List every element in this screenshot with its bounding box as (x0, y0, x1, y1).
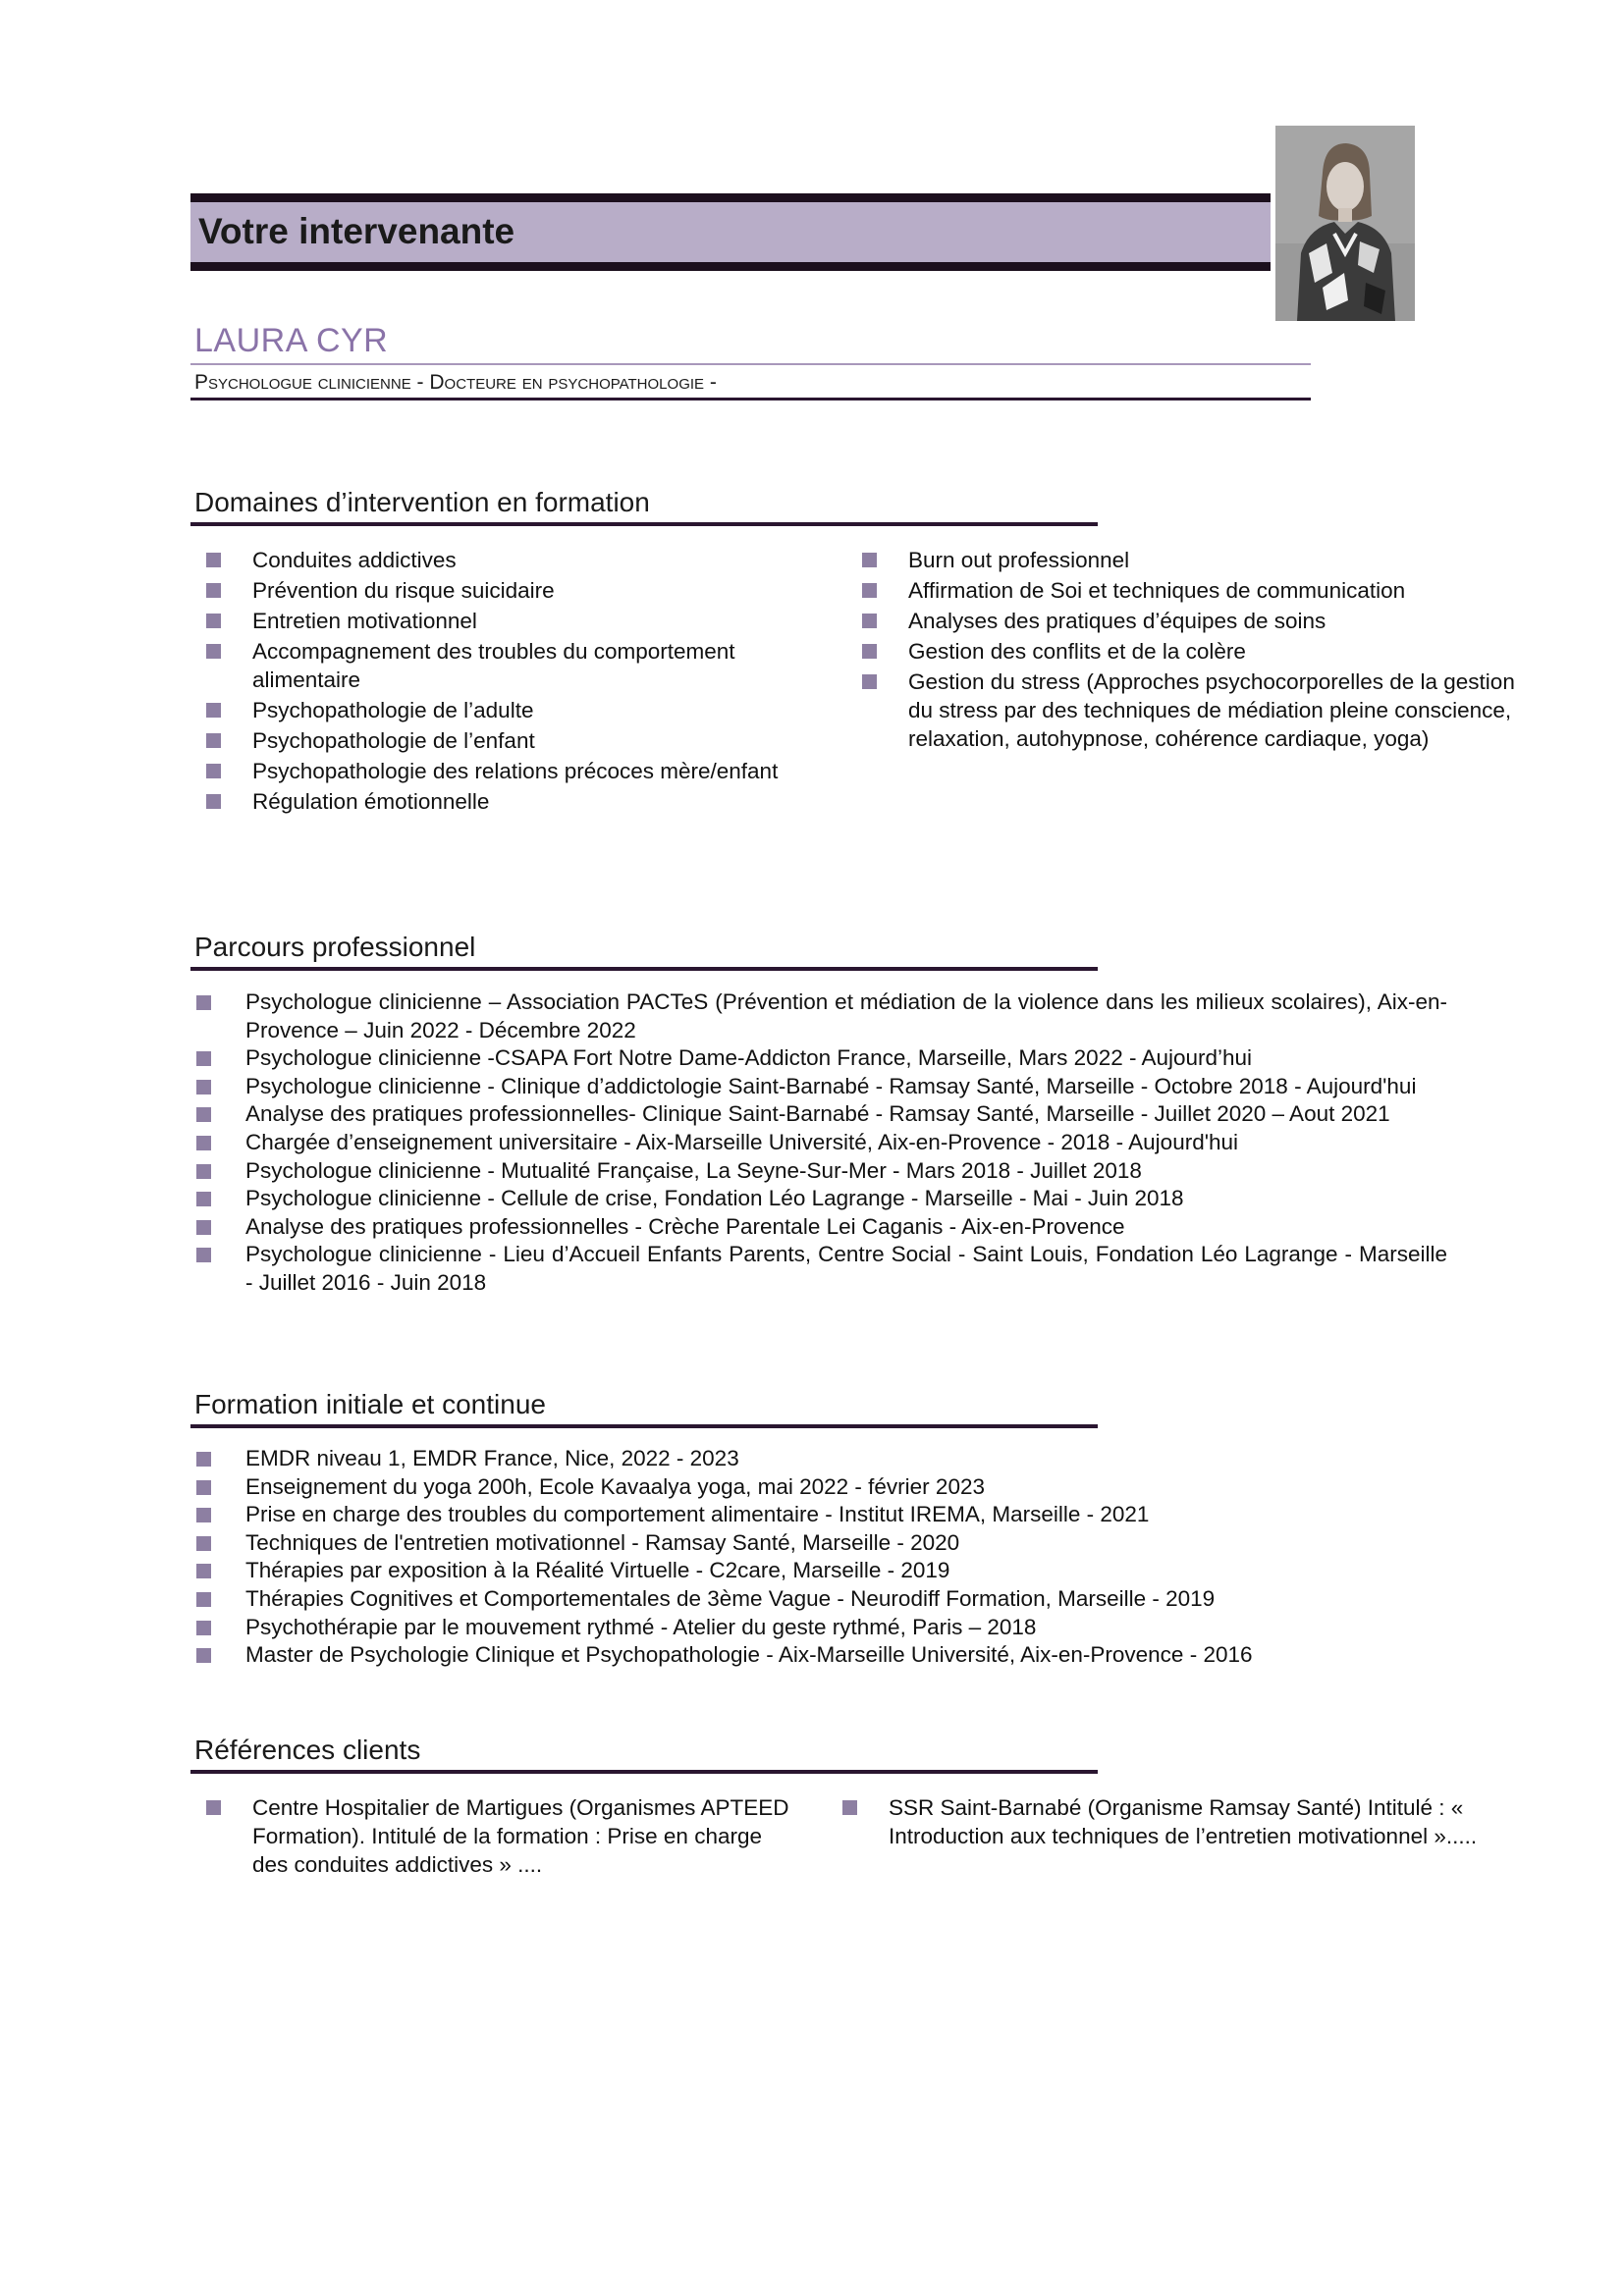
square-bullet-icon (862, 644, 877, 659)
title-bar-bottom-border (190, 262, 1271, 271)
square-bullet-icon (196, 1480, 211, 1495)
square-bullet-icon (196, 1136, 211, 1150)
person-name: LAURA CYR (194, 322, 389, 359)
section-divider-domaines (190, 522, 1098, 526)
domaines-right-list (908, 546, 1527, 755)
list-item: Gestion des conflits et de la colère (908, 637, 1527, 666)
references-right-list (889, 1793, 1488, 1852)
list-item: Accompagnement des troubles du comportement alimentaire (252, 637, 822, 694)
square-bullet-icon (206, 583, 221, 598)
square-bullet-icon (206, 644, 221, 659)
list-item: Chargée d’enseignement universitaire - Aix-Marseille Université, Aix-en-Provence - 2018 - Aujourd'hui (245, 1129, 1447, 1157)
section-title-parcours: Parcours professionnel (194, 932, 476, 962)
square-bullet-icon (206, 614, 221, 628)
formation-list (245, 1445, 1447, 1670)
list-item: Analyse des pratiques professionnelles - Crèche Parentale Lei Caganis - Aix-en-Provence (245, 1213, 1447, 1242)
square-bullet-icon (862, 553, 877, 567)
list-item: Psychologue clinicienne - Mutualité Française, La Seyne-Sur-Mer - Mars 2018 - Juillet 2018 (245, 1157, 1447, 1186)
square-bullet-icon (206, 1800, 221, 1815)
square-bullet-icon (206, 764, 221, 778)
square-bullet-icon (196, 1248, 211, 1262)
square-bullet-icon (862, 614, 877, 628)
list-item: Psychologue clinicienne - Cellule de crise, Fondation Léo Lagrange - Marseille - Mai - Juin 2018 (245, 1185, 1447, 1213)
square-bullet-icon (206, 733, 221, 748)
square-bullet-icon (206, 703, 221, 718)
list-item: Centre Hospitalier de Martigues (Organismes APTEED Formation). Intitulé de la formation : Prise en charge des conduites addictives » .... (252, 1793, 802, 1879)
square-bullet-icon (196, 1080, 211, 1095)
square-bullet-icon (196, 1220, 211, 1235)
square-bullet-icon (862, 674, 877, 689)
list-item: Psychologue clinicienne - Clinique d’addictologie Saint-Barnabé - Ramsay Santé, Marseille - Octobre 2018 - Aujourd'hui (245, 1073, 1447, 1101)
list-item: Prise en charge des troubles du comportement alimentaire - Institut IREMA, Marseille - 2021 (245, 1501, 1447, 1529)
list-item: Psychologue clinicienne -CSAPA Fort Notre Dame-Addicton France, Marseille, Mars 2022 - Aujourd’hui (245, 1044, 1447, 1073)
square-bullet-icon (196, 1107, 211, 1122)
portrait-illustration (1275, 126, 1415, 321)
list-item: Enseignement du yoga 200h, Ecole Kavaalya yoga, mai 2022 - février 2023 (245, 1473, 1447, 1502)
list-item: Conduites addictives (252, 546, 822, 574)
portrait-photo (1275, 126, 1415, 321)
domaines-left-list (252, 546, 822, 818)
list-item: Master de Psychologie Clinique et Psychopathologie - Aix-Marseille Université, Aix-en-Provence - 2016 (245, 1641, 1447, 1670)
list-item: Psychopathologie des relations précoces mère/enfant (252, 757, 822, 785)
section-divider-formation (190, 1424, 1098, 1428)
list-item: Prévention du risque suicidaire (252, 576, 822, 605)
list-item: Analyses des pratiques d’équipes de soins (908, 607, 1527, 635)
list-item: Gestion du stress (Approches psychocorporelles de la gestion du stress par des techniques de médiation pleine conscience, relaxation, autohypnose, cohérence cardiaque, yoga) (908, 667, 1527, 753)
square-bullet-icon (206, 794, 221, 809)
list-item: Thérapies par exposition à la Réalité Virtuelle - C2care, Marseille - 2019 (245, 1557, 1447, 1585)
list-item: Psychothérapie par le mouvement rythmé - Atelier du geste rythmé, Paris – 2018 (245, 1614, 1447, 1642)
square-bullet-icon (196, 1621, 211, 1635)
list-item: Burn out professionnel (908, 546, 1527, 574)
section-divider-references (190, 1770, 1098, 1774)
square-bullet-icon (842, 1800, 857, 1815)
square-bullet-icon (206, 553, 221, 567)
list-item: Psychologue clinicienne - Lieu d’Accueil Enfants Parents, Centre Social - Saint Louis, Fondation Léo Lagrange - Marseille - Juillet 2016 - Juin 2018 (245, 1241, 1447, 1297)
list-item: Entretien motivationnel (252, 607, 822, 635)
square-bullet-icon (196, 995, 211, 1010)
section-title-references: Références clients (194, 1735, 421, 1765)
page-title: Votre intervenante (198, 211, 515, 251)
square-bullet-icon (196, 1536, 211, 1551)
name-divider (190, 363, 1311, 365)
list-item: Psychopathologie de l’enfant (252, 726, 822, 755)
parcours-list (245, 988, 1447, 1298)
subtitle-divider (190, 398, 1311, 400)
references-left-list (252, 1793, 802, 1881)
square-bullet-icon (196, 1051, 211, 1066)
square-bullet-icon (196, 1508, 211, 1522)
list-item: Psychopathologie de l’adulte (252, 696, 822, 724)
list-item: Affirmation de Soi et techniques de communication (908, 576, 1527, 605)
square-bullet-icon (862, 583, 877, 598)
square-bullet-icon (196, 1452, 211, 1467)
section-divider-parcours (190, 967, 1098, 971)
list-item: Analyse des pratiques professionnelles- Clinique Saint-Barnabé - Ramsay Santé, Marseille - Juillet 2020 – Aout 2021 (245, 1100, 1447, 1129)
square-bullet-icon (196, 1648, 211, 1663)
list-item: Thérapies Cognitives et Comportementales de 3ème Vague - Neurodiff Formation, Marseille - 2019 (245, 1585, 1447, 1614)
list-item: Psychologue clinicienne – Association PACTeS (Prévention et médiation de la violence dans les milieux scolaires), Aix-en-Provence – Juin 2022 - Décembre 2022 (245, 988, 1447, 1044)
square-bullet-icon (196, 1564, 211, 1578)
list-item: EMDR niveau 1, EMDR France, Nice, 2022 - 2023 (245, 1445, 1447, 1473)
section-title-domaines: Domaines d’intervention en formation (194, 487, 650, 517)
list-item: SSR Saint-Barnabé (Organisme Ramsay Santé) Intitulé : « Introduction aux techniques de l’entretien motivationnel »..... (889, 1793, 1488, 1850)
square-bullet-icon (196, 1164, 211, 1179)
section-title-formation: Formation initiale et continue (194, 1389, 546, 1419)
square-bullet-icon (196, 1192, 211, 1206)
title-bar-top-border (190, 193, 1271, 202)
title-bar (190, 193, 1271, 272)
list-item: Régulation émotionnelle (252, 787, 822, 816)
square-bullet-icon (196, 1592, 211, 1607)
person-subtitle: Psychologue clinicienne - Docteure en psychopathologie - (194, 371, 717, 394)
list-item: Techniques de l'entretien motivationnel - Ramsay Santé, Marseille - 2020 (245, 1529, 1447, 1558)
